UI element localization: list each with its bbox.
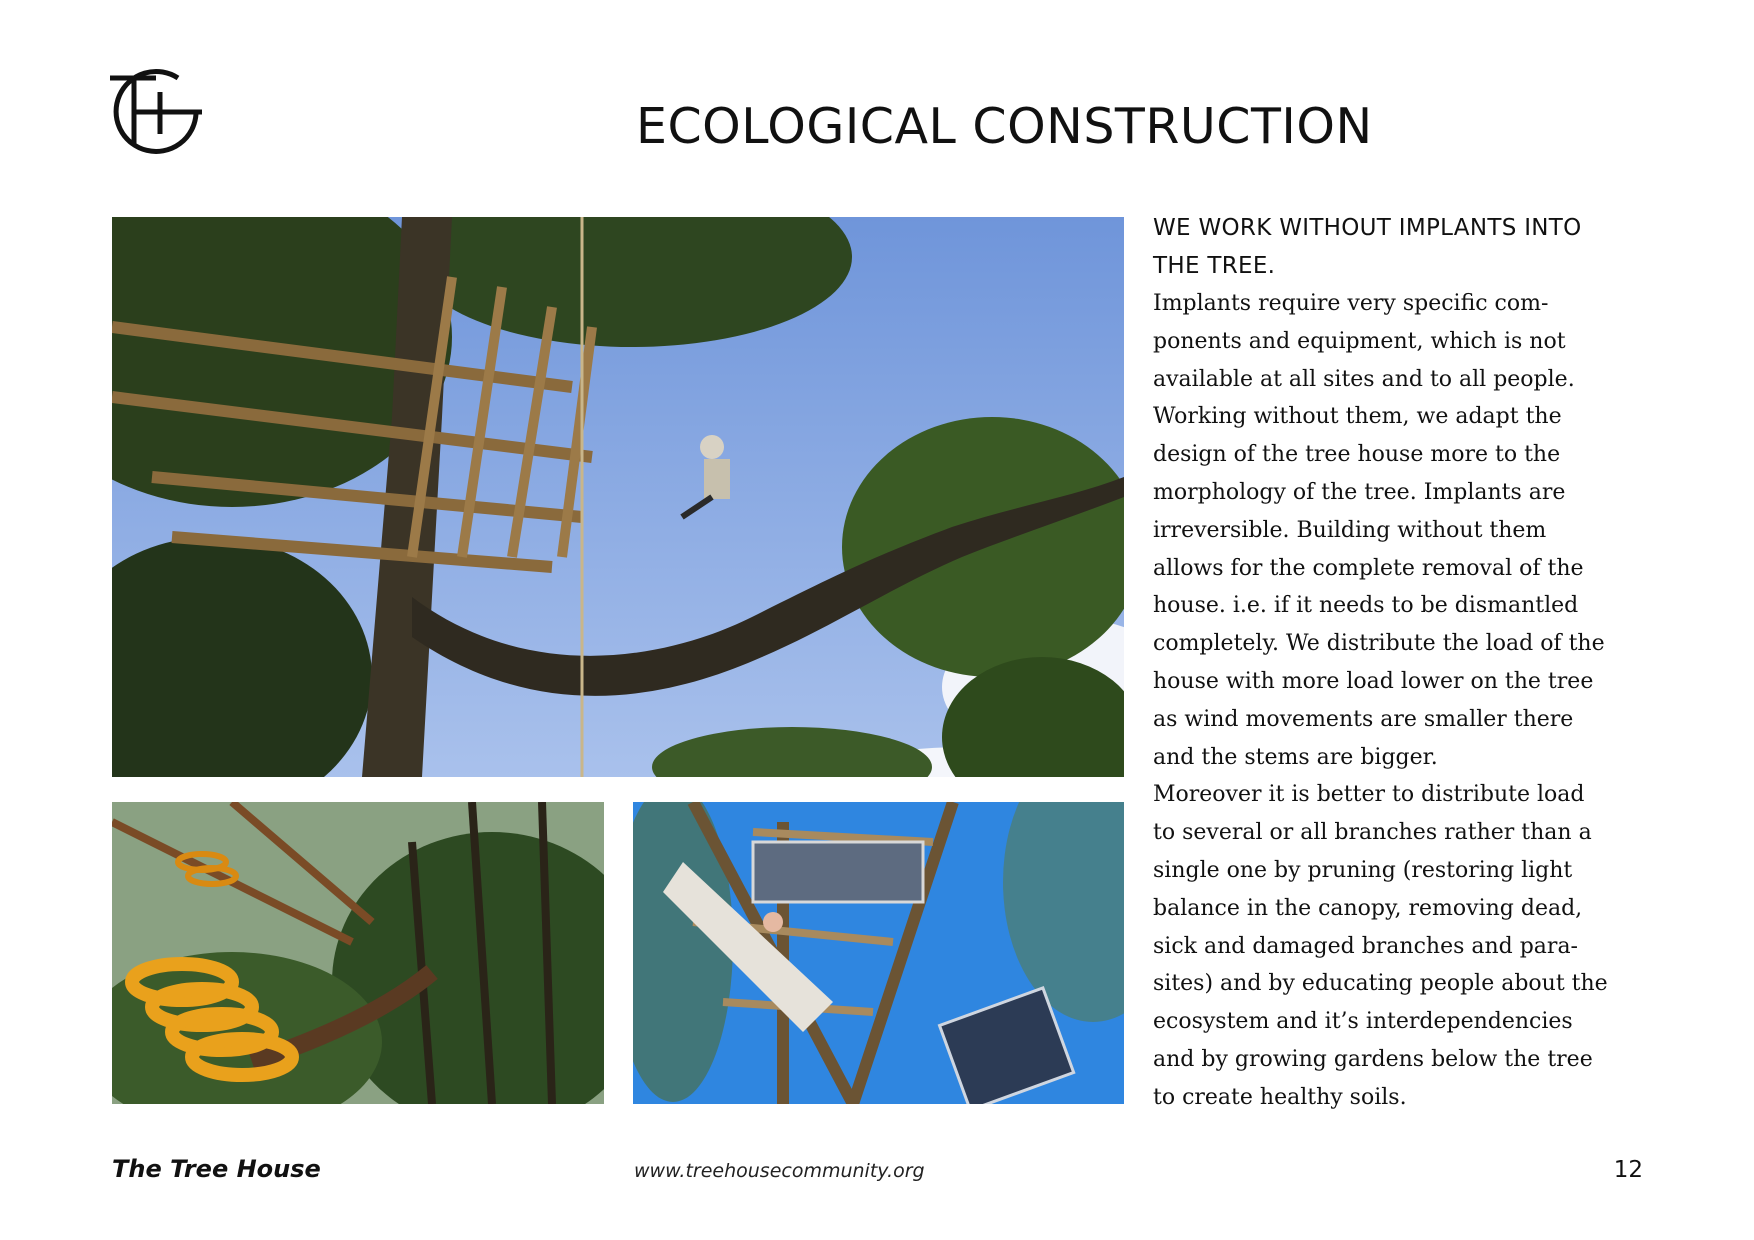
body-line: allows for the complete removal of the: [1153, 555, 1584, 581]
article-heading-line: THE TREE.: [1153, 253, 1276, 279]
photo-rope-bridge: [112, 802, 604, 1104]
body-line: Implants require very specific com-: [1153, 291, 1549, 316]
page-title: ECOLOGICAL CONSTRUCTION: [636, 98, 1373, 155]
body-line: completely. We distribute the load of the: [1153, 631, 1605, 657]
logo-monogram-icon: [108, 64, 204, 156]
body-line: morphology of the tree. Implants are: [1153, 479, 1566, 505]
body-line: design of the tree house more to the: [1153, 442, 1561, 468]
photo-solar-panels-image: [633, 802, 1124, 1104]
footer-brand: The Tree House: [112, 1155, 321, 1183]
footer-website-link[interactable]: www.treehousecommunity.org: [634, 1160, 925, 1182]
body-line: available at all sites and to all people.: [1153, 366, 1575, 392]
photo-climber-treehouse-image: [112, 217, 1124, 777]
body-line: house. i.e. if it needs to be dismantled: [1153, 593, 1579, 619]
body-line: ecosystem and it’s interdependencies: [1153, 1009, 1573, 1035]
body-line: to create healthy soils.: [1153, 1084, 1407, 1110]
article-heading-line: WE WORK WITHOUT IMPLANTS INTO: [1153, 215, 1582, 241]
body-line: as wind movements are smaller there: [1153, 706, 1574, 732]
body-line: single one by pruning (restoring light: [1153, 857, 1573, 883]
body-line: and the stems are bigger.: [1153, 744, 1438, 770]
body-line: sites) and by educating people about the: [1153, 971, 1608, 997]
body-line: house with more load lower on the tree: [1153, 668, 1594, 694]
body-line: to several or all branches rather than a: [1153, 820, 1592, 846]
body-line: ponents and equipment, which is not: [1153, 328, 1566, 354]
body-line: balance in the canopy, removing dead,: [1153, 895, 1583, 921]
article: [1153, 209, 1653, 1117]
body-line: Working without them, we adapt the: [1153, 404, 1562, 430]
article-body: [1153, 285, 1653, 1117]
body-line: Moreover it is better to distribute load: [1153, 782, 1585, 808]
tree-house-logo-icon[interactable]: [108, 64, 204, 156]
photo-solar-panels: [633, 802, 1124, 1104]
body-line: sick and damaged branches and para-: [1153, 933, 1578, 959]
page-number: 12: [1613, 1157, 1643, 1183]
photo-climber-treehouse: [112, 217, 1124, 777]
body-line: irreversible. Building without them: [1153, 517, 1547, 543]
article-heading: [1153, 209, 1653, 285]
photo-rope-bridge-image: [112, 802, 604, 1104]
body-line: and by growing gardens below the tree: [1153, 1046, 1593, 1072]
